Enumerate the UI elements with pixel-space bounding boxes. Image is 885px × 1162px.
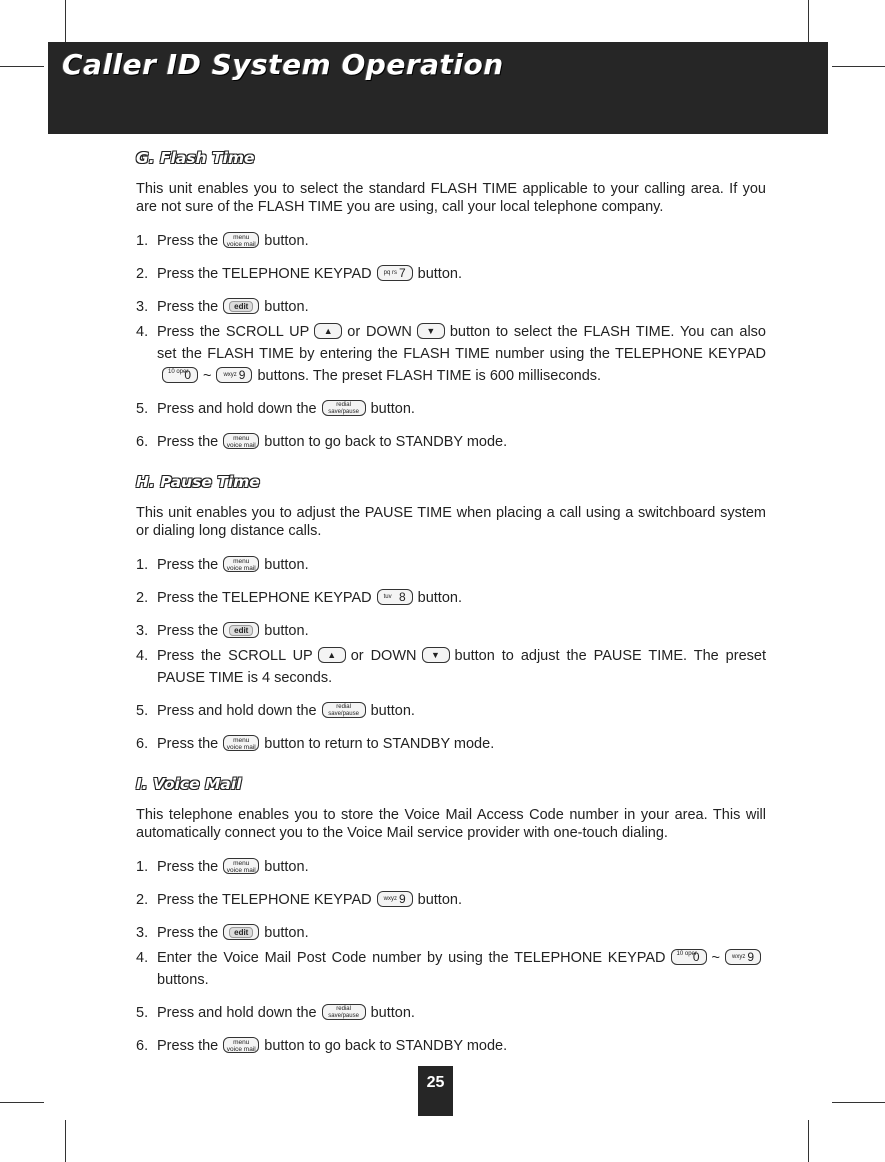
step-list [136, 554, 766, 755]
step: 3. Press the edit button. [136, 925, 309, 941]
crop-mark [0, 1102, 44, 1103]
step: 3. Press the edit button. [136, 623, 309, 639]
keypad-9-key-icon: wxyz 9 [377, 891, 413, 907]
step: 5. Press and hold down the redial save/pause button. [136, 1005, 415, 1021]
menu-voicemail-key-icon: menu voice mail [223, 433, 259, 449]
section-pause-time [136, 472, 766, 755]
keypad-9-key-icon: wxyz 9 [216, 367, 252, 383]
step: 5. Press and hold down the redial save/pause button. [136, 401, 415, 417]
crop-mark [65, 0, 66, 42]
page-number: 25 [418, 1066, 453, 1116]
menu-voicemail-key-icon: menu voice mail [223, 858, 259, 874]
crop-mark [808, 1120, 809, 1162]
step: 1. Press the menu voice mail button. [136, 233, 309, 249]
redial-savepause-key-icon: redial save/pause [322, 702, 366, 718]
scroll-down-key-icon: ▼ [417, 323, 445, 339]
edit-key-icon: edit [223, 924, 259, 940]
section-title: I. Voice Mail [136, 775, 242, 793]
step: 3. Press the edit button. [136, 299, 309, 315]
step: 2. Press the TELEPHONE KEYPAD tuv 8 button. [136, 589, 462, 606]
page-title: Caller ID System Operation [62, 48, 504, 81]
section-flash-time [136, 148, 766, 453]
section-title: G. Flash Time [136, 149, 255, 167]
section-intro: This unit enables you to select the standard FLASH TIME applicable to your calling area. If you are not sure of the FLASH TIME you are using, call your local telephone company. [136, 181, 766, 215]
edit-key-icon: edit [223, 622, 259, 638]
menu-voicemail-key-icon: menu voice mail [223, 232, 259, 248]
content [136, 148, 766, 1076]
keypad-0-key-icon: 10 oper 0 [162, 367, 198, 383]
crop-mark [0, 66, 44, 67]
step: 5. Press and hold down the redial save/pause button. [136, 703, 415, 719]
scroll-up-key-icon: ▲ [314, 323, 342, 339]
section-intro: This unit enables you to adjust the PAUSE TIME when placing a call using a switchboard system or dialing long distance calls. [136, 505, 766, 539]
step-list [136, 230, 766, 453]
step: 6. Press the menu voice mail button to go back to STANDBY mode. [136, 434, 508, 450]
section-title: H. Pause Time [136, 473, 260, 491]
keypad-9-key-icon: wxyz 9 [725, 949, 761, 965]
crop-mark [832, 1102, 885, 1103]
keypad-8-key-icon: tuv 8 [377, 589, 413, 605]
edit-key-icon: edit [223, 298, 259, 314]
step: 4. Enter the Voice Mail Post Code number by using the TELEPHONE KEYPAD 10 oper 0 ~ wxyz 9 buttons. [136, 947, 766, 991]
scroll-up-key-icon: ▲ [318, 647, 346, 663]
redial-savepause-key-icon: redial save/pause [322, 1004, 366, 1020]
step: 6. Press the menu voice mail button to go back to STANDBY mode. [136, 1038, 508, 1054]
step: 1. Press the menu voice mail button. [136, 859, 309, 875]
menu-voicemail-key-icon: menu voice mail [223, 556, 259, 572]
menu-voicemail-key-icon: menu voice mail [223, 1037, 259, 1053]
step: 2. Press the TELEPHONE KEYPAD pq rs 7 button. [136, 265, 462, 282]
step: 2. Press the TELEPHONE KEYPAD wxyz 9 button. [136, 891, 462, 908]
menu-voicemail-key-icon: menu voice mail [223, 735, 259, 751]
step: 4. Press the SCROLL UP ▲ or DOWN ▼ button to adjust the PAUSE TIME. The preset PAUSE TIME is 4 seconds. [136, 648, 766, 686]
crop-mark [808, 0, 809, 42]
section-voice-mail [136, 774, 766, 1057]
step-list [136, 856, 766, 1057]
keypad-7-key-icon: pq rs 7 [377, 265, 413, 281]
redial-savepause-key-icon: redial save/pause [322, 400, 366, 416]
scroll-down-key-icon: ▼ [422, 647, 450, 663]
crop-mark [832, 66, 885, 67]
step: 1. Press the menu voice mail button. [136, 557, 309, 573]
crop-mark [65, 1120, 66, 1162]
section-intro: This telephone enables you to store the Voice Mail Access Code number in your area. This will automatically connect you to the Voice Mail service provider with one-touch dialing. [136, 807, 766, 841]
step: 6. Press the menu voice mail button to return to STANDBY mode. [136, 736, 495, 752]
keypad-0-key-icon: 10 oper 0 [671, 949, 707, 965]
step: 4. Press the SCROLL UP ▲ or DOWN ▼ button to select the FLASH TIME. You can also set the FLASH TIME by entering the FLASH TIME number using the TELEPHONE KEYPAD 10 oper 0 ~ wxyz 9 buttons. The preset FLASH TIME is 600 milliseconds. [136, 324, 766, 384]
